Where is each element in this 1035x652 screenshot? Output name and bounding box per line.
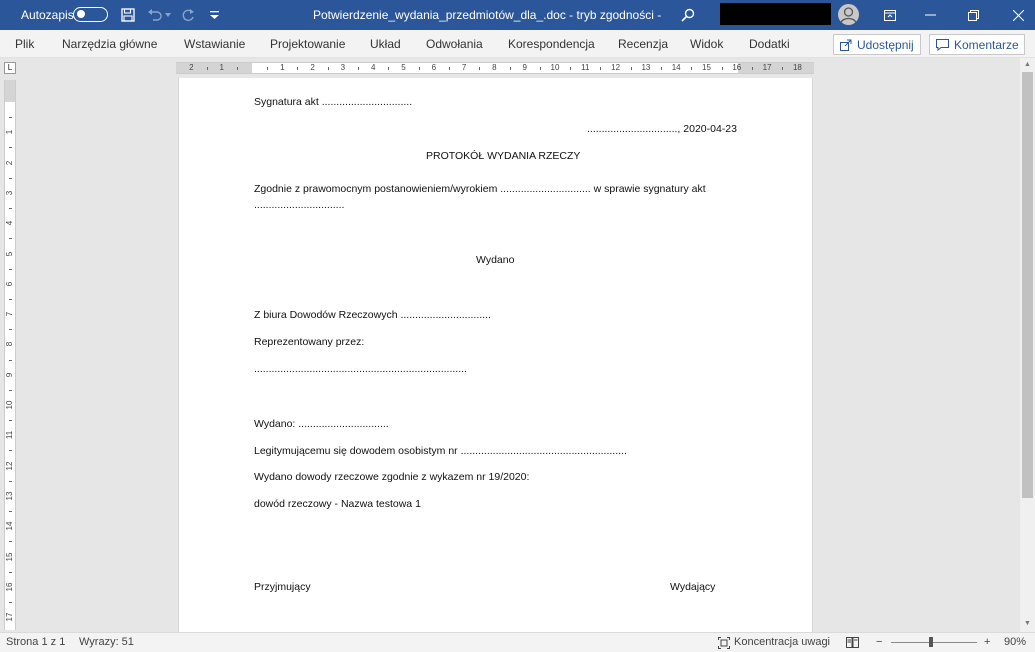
ruler-number: 9: [5, 372, 14, 377]
autosave-label: Autozapis: [21, 8, 74, 22]
ruler-number: 7: [5, 311, 14, 317]
ruler-tick: [752, 67, 753, 70]
search-icon[interactable]: [679, 6, 697, 24]
tab-design[interactable]: Projektowanie: [270, 37, 346, 51]
ruler-tick: [479, 67, 480, 70]
scroll-down-icon[interactable]: ▼: [1024, 620, 1031, 627]
ruler-tick: [9, 269, 12, 270]
ruler-tick: [691, 67, 692, 70]
ruler-number: 12: [611, 63, 621, 72]
document-title: Potwierdzenie_wydania_przedmiotów_dla_.doc - tryb zgodności -: [313, 8, 662, 22]
ruler-number: 3: [5, 190, 14, 196]
ribbon-tabs: [0, 30, 1035, 58]
undo-icon[interactable]: [146, 6, 164, 24]
ruler-tick: [9, 450, 12, 451]
redo-icon[interactable]: [179, 6, 197, 24]
title-bar: [0, 0, 1035, 30]
ruler-number: 1: [219, 63, 224, 72]
document-heading: PROTOKÓŁ WYDANIA RZECZY: [426, 150, 581, 162]
share-icon: [840, 39, 852, 51]
avatar[interactable]: [838, 4, 859, 25]
issued-heading: Wydano: [476, 254, 515, 266]
ruler-tick: [419, 67, 420, 70]
ruler-number: 8: [492, 63, 497, 72]
ruler-tick: [9, 208, 12, 209]
scrollbar-thumb[interactable]: [1022, 72, 1033, 498]
ruler-tick: [631, 67, 632, 70]
ruler-tick: [9, 602, 12, 603]
horizontal-ruler[interactable]: [176, 62, 814, 74]
ruler-number: 6: [431, 63, 437, 72]
tab-references[interactable]: Odwołania: [426, 37, 483, 51]
restore-icon[interactable]: [963, 5, 983, 25]
ruler-number: 4: [370, 63, 376, 72]
tab-addins[interactable]: Dodatki: [749, 37, 790, 51]
ruler-number: 3: [340, 63, 346, 72]
ruler-tick: [9, 299, 12, 300]
ruler-number: 2: [189, 63, 194, 72]
id-line: Legitymującemu się dowodem osobistym nr .........................................................: [254, 445, 627, 457]
signature-line: Sygnatura akt ...............................: [254, 96, 413, 108]
zoom-in-button[interactable]: +: [984, 636, 991, 648]
ruler-number: 2: [310, 63, 315, 72]
ruler-tick: [9, 117, 12, 118]
zoom-level[interactable]: 90%: [1004, 636, 1027, 648]
ruler-tick: [510, 67, 511, 70]
word-count[interactable]: Wyrazy: 51: [79, 636, 134, 648]
minimize-icon[interactable]: [920, 5, 940, 25]
ruler-tick: [9, 481, 12, 482]
save-icon[interactable]: [119, 6, 137, 24]
ruler-tick: [9, 511, 12, 512]
zoom-slider-knob[interactable]: [929, 637, 933, 647]
ruler-number: 9: [522, 63, 527, 72]
issued-line: Wydano: ...............................: [254, 418, 389, 430]
undo-dropdown-icon[interactable]: [163, 6, 173, 24]
represented-by-line: Reprezentowany przez:: [254, 336, 365, 348]
evidence-line: Wydano dowody rzeczowe zgodnie z wykazem nr 19/2020:: [254, 471, 530, 483]
scroll-up-icon[interactable]: ▲: [1024, 61, 1031, 68]
focus-mode-icon[interactable]: [718, 637, 730, 652]
ruler-tick: [9, 390, 12, 391]
paragraph-1: Zgodnie z prawomocnym postanowieniem/wyrokiem ............................... w sprawie sygnatury akt: [254, 183, 706, 195]
ruler-number: 14: [5, 521, 14, 531]
ruler-number: 16: [732, 63, 742, 72]
ruler-number: 16: [5, 582, 14, 592]
tab-home[interactable]: Narzędzia główne: [62, 37, 158, 51]
ruler-number: 13: [641, 63, 651, 72]
toggle-knob: [77, 10, 85, 18]
comments-button[interactable]: [929, 34, 1025, 55]
tab-review[interactable]: Recenzja: [618, 37, 669, 51]
document-page[interactable]: [178, 78, 813, 638]
ruler-tick: [358, 67, 359, 70]
ruler-tick: [9, 329, 12, 330]
ruler-number: 14: [671, 63, 681, 72]
ruler-number: 1: [280, 63, 285, 72]
ruler-number: 10: [5, 400, 14, 410]
ruler-tick: [661, 67, 662, 70]
focus-mode-label[interactable]: Koncentracja uwagi: [734, 636, 831, 648]
tab-selector[interactable]: L: [4, 62, 16, 74]
comment-icon: [936, 39, 949, 51]
tab-mailings[interactable]: Korespondencja: [508, 37, 595, 51]
ruler-tick: [9, 360, 12, 361]
ruler-tick: [722, 67, 723, 70]
account-name-box[interactable]: [720, 3, 831, 25]
customize-toolbar-icon[interactable]: [205, 6, 223, 24]
ruler-tick: [570, 67, 571, 70]
page-count[interactable]: Strona 1 z 1: [6, 636, 66, 648]
ruler-number: 1: [5, 130, 14, 135]
tab-layout[interactable]: Układ: [370, 37, 401, 51]
ruler-number: 15: [5, 552, 14, 561]
ruler-number: 10: [550, 63, 560, 72]
status-bar: [0, 632, 1035, 652]
vertical-scrollbar[interactable]: [1020, 58, 1035, 632]
autosave-toggle[interactable]: [73, 7, 108, 22]
ruler-tick: [782, 67, 783, 70]
vertical-ruler[interactable]: [4, 80, 16, 630]
ruler-number: 15: [702, 63, 711, 72]
zoom-out-button[interactable]: −: [876, 636, 883, 648]
ruler-number: 5: [5, 251, 14, 256]
from-office-line: Z biura Dowodów Rzeczowych ...............................: [254, 309, 491, 321]
tab-file[interactable]: Plik: [15, 37, 35, 51]
comments-label: Komentarze: [954, 37, 1019, 52]
share-label: Udostępnij: [857, 37, 914, 52]
ruler-number: 4: [5, 220, 14, 226]
ruler-number: 8: [5, 342, 14, 347]
ruler-tick: [297, 67, 298, 70]
ruler-number: 13: [5, 491, 14, 501]
issuer-label: Wydający: [670, 581, 716, 593]
ruler-number: 5: [401, 63, 406, 72]
tab-view[interactable]: Widok: [690, 37, 724, 51]
ruler-number: 17: [762, 63, 772, 72]
represented-dots-line: .........................................................................: [254, 363, 467, 375]
ruler-tick: [237, 67, 238, 70]
ruler-tick: [9, 147, 12, 148]
ruler-tick: [9, 238, 12, 239]
share-button[interactable]: [833, 34, 921, 55]
tab-insert[interactable]: Wstawianie: [184, 37, 246, 51]
ruler-tick: [207, 67, 208, 70]
ribbon-display-options-icon[interactable]: [880, 5, 900, 25]
ruler-tick: [328, 67, 329, 70]
ruler-tick: [388, 67, 389, 70]
ruler-tick: [449, 67, 450, 70]
ruler-tick: [600, 67, 601, 70]
paragraph-1-continuation: ...............................: [254, 199, 345, 211]
ruler-number: 6: [5, 281, 14, 287]
ruler-top-margin: [5, 80, 15, 102]
ruler-tick: [9, 572, 12, 573]
ruler-tick: [9, 541, 12, 542]
ruler-left-margin: [176, 63, 252, 73]
ruler-number: 17: [5, 612, 14, 622]
ruler-tick: [540, 67, 541, 70]
ruler-number: 12: [5, 461, 14, 471]
ruler-right-margin: [738, 63, 814, 73]
ruler-number: 2: [5, 160, 14, 165]
evidence-item: dowód rzeczowy - Nazwa testowa 1: [254, 498, 421, 510]
ruler-tick: [9, 420, 12, 421]
receiver-label: Przyjmujący: [254, 581, 311, 593]
ruler-number: 18: [792, 63, 802, 72]
ruler-number: 7: [461, 63, 467, 72]
ruler-number: 11: [581, 63, 590, 72]
zoom-slider[interactable]: [891, 642, 977, 643]
close-icon[interactable]: [1008, 5, 1028, 25]
ruler-tick: [9, 178, 12, 179]
date-line: ..............................., 2020-04-23: [587, 123, 737, 135]
ruler-tick: [267, 67, 268, 70]
ruler-number: 11: [5, 431, 14, 440]
read-mode-icon[interactable]: [846, 637, 859, 651]
